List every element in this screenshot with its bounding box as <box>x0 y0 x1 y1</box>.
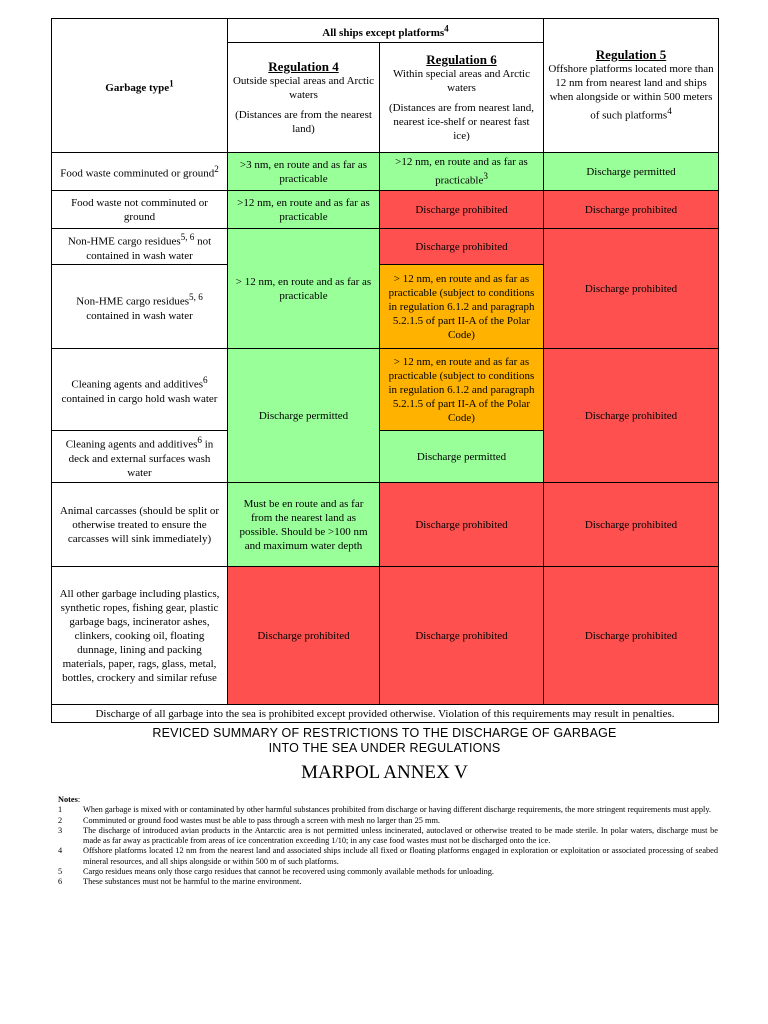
footer-row: Discharge of all garbage into the sea is prohibited except provided otherwise. Violation of this requirements may result in penalties. <box>52 705 719 723</box>
caption-line-2: INTO THE SEA UNDER REGULATIONS <box>268 741 501 755</box>
cell-reg4: > 12 nm, en route and as far as practicable <box>228 229 380 349</box>
header-all-ships: All ships except platforms$^4$ <box>228 19 544 43</box>
row-type-food-not-comminuted: Food waste not comminuted or ground <box>52 191 228 229</box>
cell-reg4: Must be en route and as far from the nearest land as possible. Should be >100 nm and maximum water depth <box>228 483 380 567</box>
header-garbage-type: Garbage type$^1$ <box>52 19 228 153</box>
cell-reg6: Discharge permitted <box>380 431 544 483</box>
cell-reg6: Discharge prohibited <box>380 191 544 229</box>
note-number: 1 <box>58 805 63 815</box>
note-number: 5 <box>58 867 63 877</box>
table-row <box>52 483 719 567</box>
note-text: When garbage is mixed with or contaminated by other harmful substances prohibited from discharge or having different discharge requirements, the more stringent requirements must apply. <box>83 805 712 815</box>
caption-marpol: MARPOL ANNEX V <box>301 762 468 783</box>
cell-reg6: Discharge prohibited <box>380 567 544 705</box>
caption-line-1: REVICED SUMMARY OF RESTRICTIONS TO THE DISCHARGE OF GARBAGE <box>152 726 617 740</box>
cell-reg6: > 12 nm, en route and as far as practicable (subject to conditions in regulation 6.1.2 and paragraph 5.2.1.5 of part II-A of the Polar Code) <box>380 265 544 349</box>
header-regulation-6: Regulation 6 Within special areas and Arctic waters (Distances are from nearest land, nearest ice-shelf or nearest fast ice) <box>380 43 544 153</box>
note-item <box>58 816 718 826</box>
row-type-nonhme-contained: Non-HME cargo residues$^{5, 6}$ contained in wash water <box>52 265 228 349</box>
row-type-nonhme-not-contained: Non-HME cargo residues$^{5, 6}$ not contained in wash water <box>52 229 228 265</box>
note-text: Offshore platforms located 12 nm from the nearest land and associated ships include all fixed or floating platforms engaged in exploration or exploitation or associated processing of seabed mineral resources, and all ships alongside or within 500 m of such platforms. <box>83 846 718 866</box>
note-number: 6 <box>58 877 63 887</box>
table-row <box>52 229 719 265</box>
notes-list <box>58 805 718 887</box>
cell-reg4: Discharge prohibited <box>228 567 380 705</box>
note-item <box>58 805 718 815</box>
cell-reg5: Discharge prohibited <box>544 349 719 483</box>
caption-title <box>51 726 718 756</box>
row-type-cleaning-deck: Cleaning agents and additives$^6$ in deck and external surfaces wash water <box>52 431 228 483</box>
cell-reg4: >3 nm, en route and as far as practicable <box>228 153 380 191</box>
note-item <box>58 826 718 847</box>
table-row <box>52 153 719 191</box>
cell-reg6: Discharge prohibited <box>380 229 544 265</box>
cell-reg6: >12 nm, en route and as far as practicable$^3$ <box>380 153 544 191</box>
row-type-animal: Animal carcasses (should be split or otherwise treated to ensure the carcasses will sink immediately) <box>52 483 228 567</box>
cell-reg5: Discharge prohibited <box>544 191 719 229</box>
header-regulation-5: Regulation 5 Offshore platforms located more than 12 nm from nearest land and ships when alongside or within 500 meters of such platforms$^4$ <box>544 19 719 153</box>
note-item <box>58 867 718 877</box>
note-text: These substances must not be harmful to the marine environment. <box>83 877 302 887</box>
cell-reg4: >12 nm, en route and as far as practicable <box>228 191 380 229</box>
cell-reg6: > 12 nm, en route and as far as practicable (subject to conditions in regulation 6.1.2 and paragraph 5.2.1.5 of part II-A of the Polar Code) <box>380 349 544 431</box>
note-item <box>58 877 718 887</box>
note-item <box>58 846 718 867</box>
row-type-food-comminuted: Food waste comminuted or ground$^2$ <box>52 153 228 191</box>
cell-reg6: Discharge prohibited <box>380 483 544 567</box>
table-row <box>52 191 719 229</box>
row-type-other: All other garbage including plastics, synthetic ropes, fishing gear, plastic garbage bags, incinerator ashes, clinkers, cooking oil, floating dunnage, lining and packing materials, paper, rags, glass, metal, bottles, crockery and similar refuse <box>52 567 228 705</box>
note-number: 3 <box>58 825 63 835</box>
table-row <box>52 567 719 705</box>
cell-reg5: Discharge prohibited <box>544 483 719 567</box>
note-text: Cargo residues means only those cargo residues that cannot be recovered using commonly available methods for unloading. <box>83 867 494 877</box>
garbage-discharge-table <box>51 18 719 723</box>
note-number: 4 <box>58 846 63 856</box>
cell-reg5: Discharge prohibited <box>544 567 719 705</box>
row-type-cleaning-cargo: Cleaning agents and additives$^6$ contained in cargo hold wash water <box>52 349 228 431</box>
note-text: Comminuted or ground food wastes must be able to pass through a screen with mesh no larger than 25 mm. <box>83 815 441 825</box>
cell-reg5: Discharge permitted <box>544 153 719 191</box>
cell-reg5: Discharge prohibited <box>544 229 719 349</box>
table-row <box>52 349 719 431</box>
note-text: The discharge of introduced avian products in the Antarctic area is not permitted unless incinerated, autoclaved or otherwise treated to be made sterile. In polar waters, discharge must be made as far away as practicable from areas of ice concentration exceeding 1/10; in any case food wastes must not be discharged onto the ice. <box>83 825 718 846</box>
cell-reg4: Discharge permitted <box>228 349 380 483</box>
header-regulation-4: Regulation 4 Outside special areas and Arctic waters (Distances are from the nearest land) <box>228 43 380 153</box>
note-number: 2 <box>58 815 63 825</box>
notes-title: Notes: <box>58 795 81 804</box>
notes-section <box>58 795 718 888</box>
